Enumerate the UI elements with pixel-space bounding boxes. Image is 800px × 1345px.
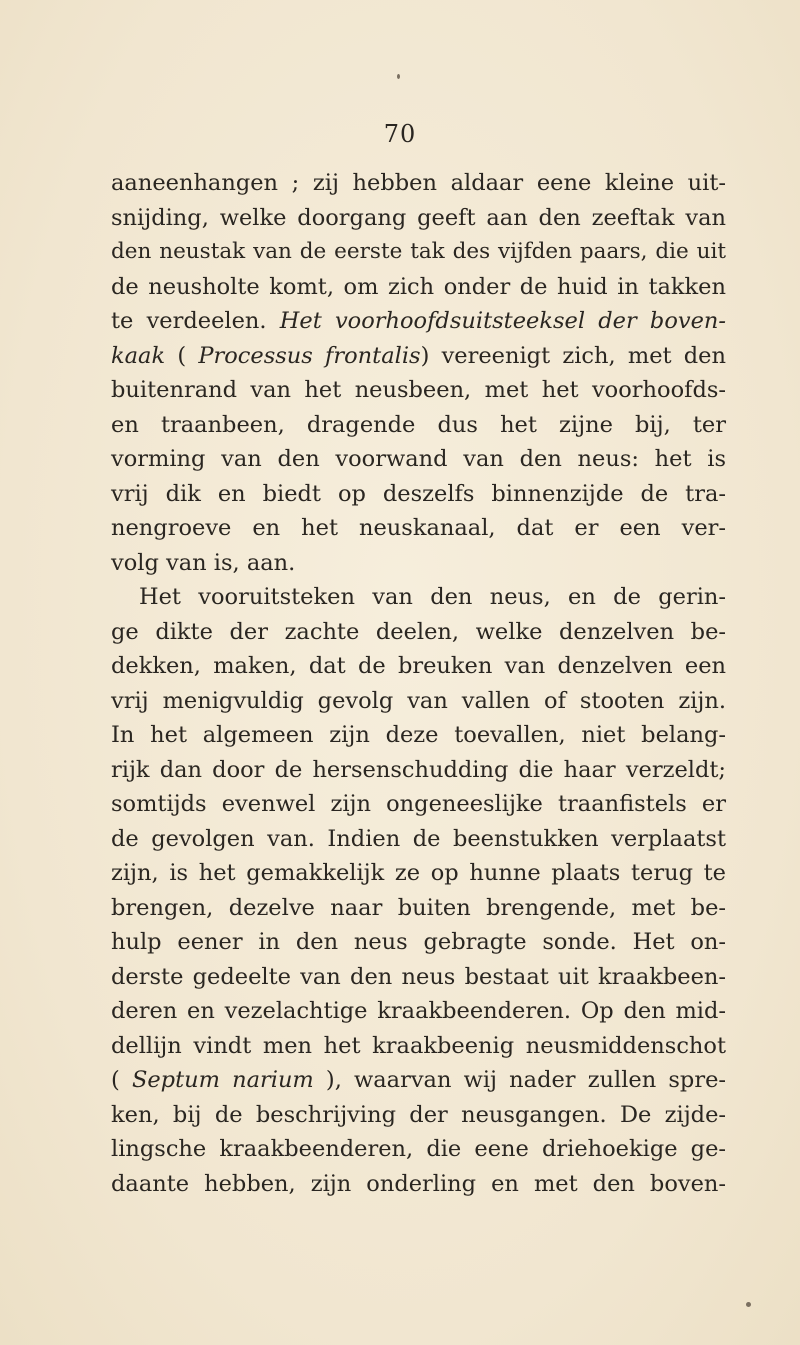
text-run: lingsche kraakbeenderen, die eene driehoekige ge- (111, 1136, 726, 1162)
text-run: en traanbeen, dragende dus het zijne bij, ter (111, 411, 726, 438)
text-line (111, 787, 726, 822)
text-line (111, 684, 726, 719)
text-line (111, 166, 726, 201)
text-run: buitenrand van het neusbeen, met het voorhoofds- (111, 377, 726, 403)
text-line (111, 615, 726, 650)
text-line (111, 511, 726, 546)
text-run: aaneenhangen ; zij hebben aldaar eene kleine uit- (111, 170, 726, 196)
text-line (111, 994, 726, 1029)
paper-speck (746, 1302, 751, 1307)
text-line (111, 856, 726, 891)
text-line (111, 580, 726, 615)
text-run: de gevolgen van. Indien de beenstukken verplaatst (111, 825, 726, 852)
text-line (111, 891, 726, 926)
text-run: somtijds evenwel zijn ongeneeslijke traanfistels er (111, 791, 726, 817)
text-line (111, 1098, 726, 1133)
text-line (111, 373, 726, 408)
italic-text: Het voorhoofdsuitsteeksel der boven- (279, 308, 726, 334)
text-run: derste gedeelte van den neus bestaat uit kraakbeen- (111, 963, 726, 990)
text-line (111, 442, 726, 477)
text-run: te verdeelen. (111, 308, 280, 334)
text-line (111, 1132, 726, 1167)
text-run: de neusholte komt, om zich onder de huid in takken (111, 273, 726, 300)
text-run: ) vereenigt zich, met den (420, 342, 726, 369)
text-run: brengen, dezelve naar buiten brengende, met be- (111, 894, 726, 921)
text-line (111, 304, 726, 339)
text-run: dekken, maken, dat de breuken van denzelven een (111, 653, 726, 679)
text-line (111, 235, 726, 270)
text-run: deren en vezelachtige kraakbeenderen. Op den mid- (111, 998, 726, 1024)
text-run: rijk dan door de hersenschudding die haar verzeldt; (111, 756, 726, 783)
text-run: Het vooruitsteken van den neus, en de gerin- (139, 584, 726, 610)
text-line (111, 270, 726, 305)
text-run: ge dikte der zachte deelen, welke denzelven be- (111, 618, 726, 645)
text-run: vrij dik en biedt op deszelfs binnenzijde de tra- (111, 480, 726, 507)
text-run: daante hebben, zijn onderling en met den boven- (111, 1170, 726, 1197)
text-run: zijn, is het gemakkelijk ze op hunne plaats terug te (111, 860, 726, 886)
text-line (111, 718, 726, 753)
text-line (111, 546, 726, 581)
text-line (111, 477, 726, 512)
text-run: nengroeve en het neuskanaal, dat er een ver- (111, 515, 726, 541)
text-run: ken, bij de beschrijving der neusgangen. De zijde- (111, 1101, 726, 1128)
text-run: dellijn vindt men het kraakbeenig neusmiddenschot (111, 1032, 726, 1059)
page-number: 70 (383, 120, 417, 148)
text-run: snijding, welke doorgang geeft aan den zeeftak van (111, 204, 726, 231)
text-line (111, 960, 726, 995)
text-run: ( (165, 342, 199, 369)
text-run: In het algemeen zijn deze toevallen, niet belang- (111, 722, 726, 748)
italic-text: Septum narium (131, 1067, 314, 1093)
text-line (111, 1029, 726, 1064)
text-line (111, 822, 726, 857)
text-line (111, 408, 726, 443)
text-run: hulp eener in den neus gebragte sonde. Het on- (111, 929, 726, 955)
text-run: vorming van den voorwand van den neus: het is (111, 446, 726, 472)
text-run: ( (111, 1067, 132, 1093)
paper-speck (397, 74, 400, 79)
text-line (111, 1063, 726, 1098)
italic-text: kaak (111, 342, 166, 369)
text-line (111, 649, 726, 684)
text-line (111, 201, 726, 236)
text-line (111, 339, 726, 374)
text-line (111, 925, 726, 960)
italic-text: Processus frontalis (198, 342, 421, 369)
body-text (111, 166, 726, 1201)
text-run: volg van is, aan. (111, 549, 296, 576)
text-run: ), waarvan wij nader zullen spre- (313, 1067, 726, 1093)
text-run: den neustak van de eerste tak des vijfden paars, die uit (111, 239, 726, 264)
text-line (111, 1167, 726, 1202)
text-run: vrij menigvuldig gevolg van vallen of stooten zijn. (111, 687, 726, 714)
text-line (111, 753, 726, 788)
